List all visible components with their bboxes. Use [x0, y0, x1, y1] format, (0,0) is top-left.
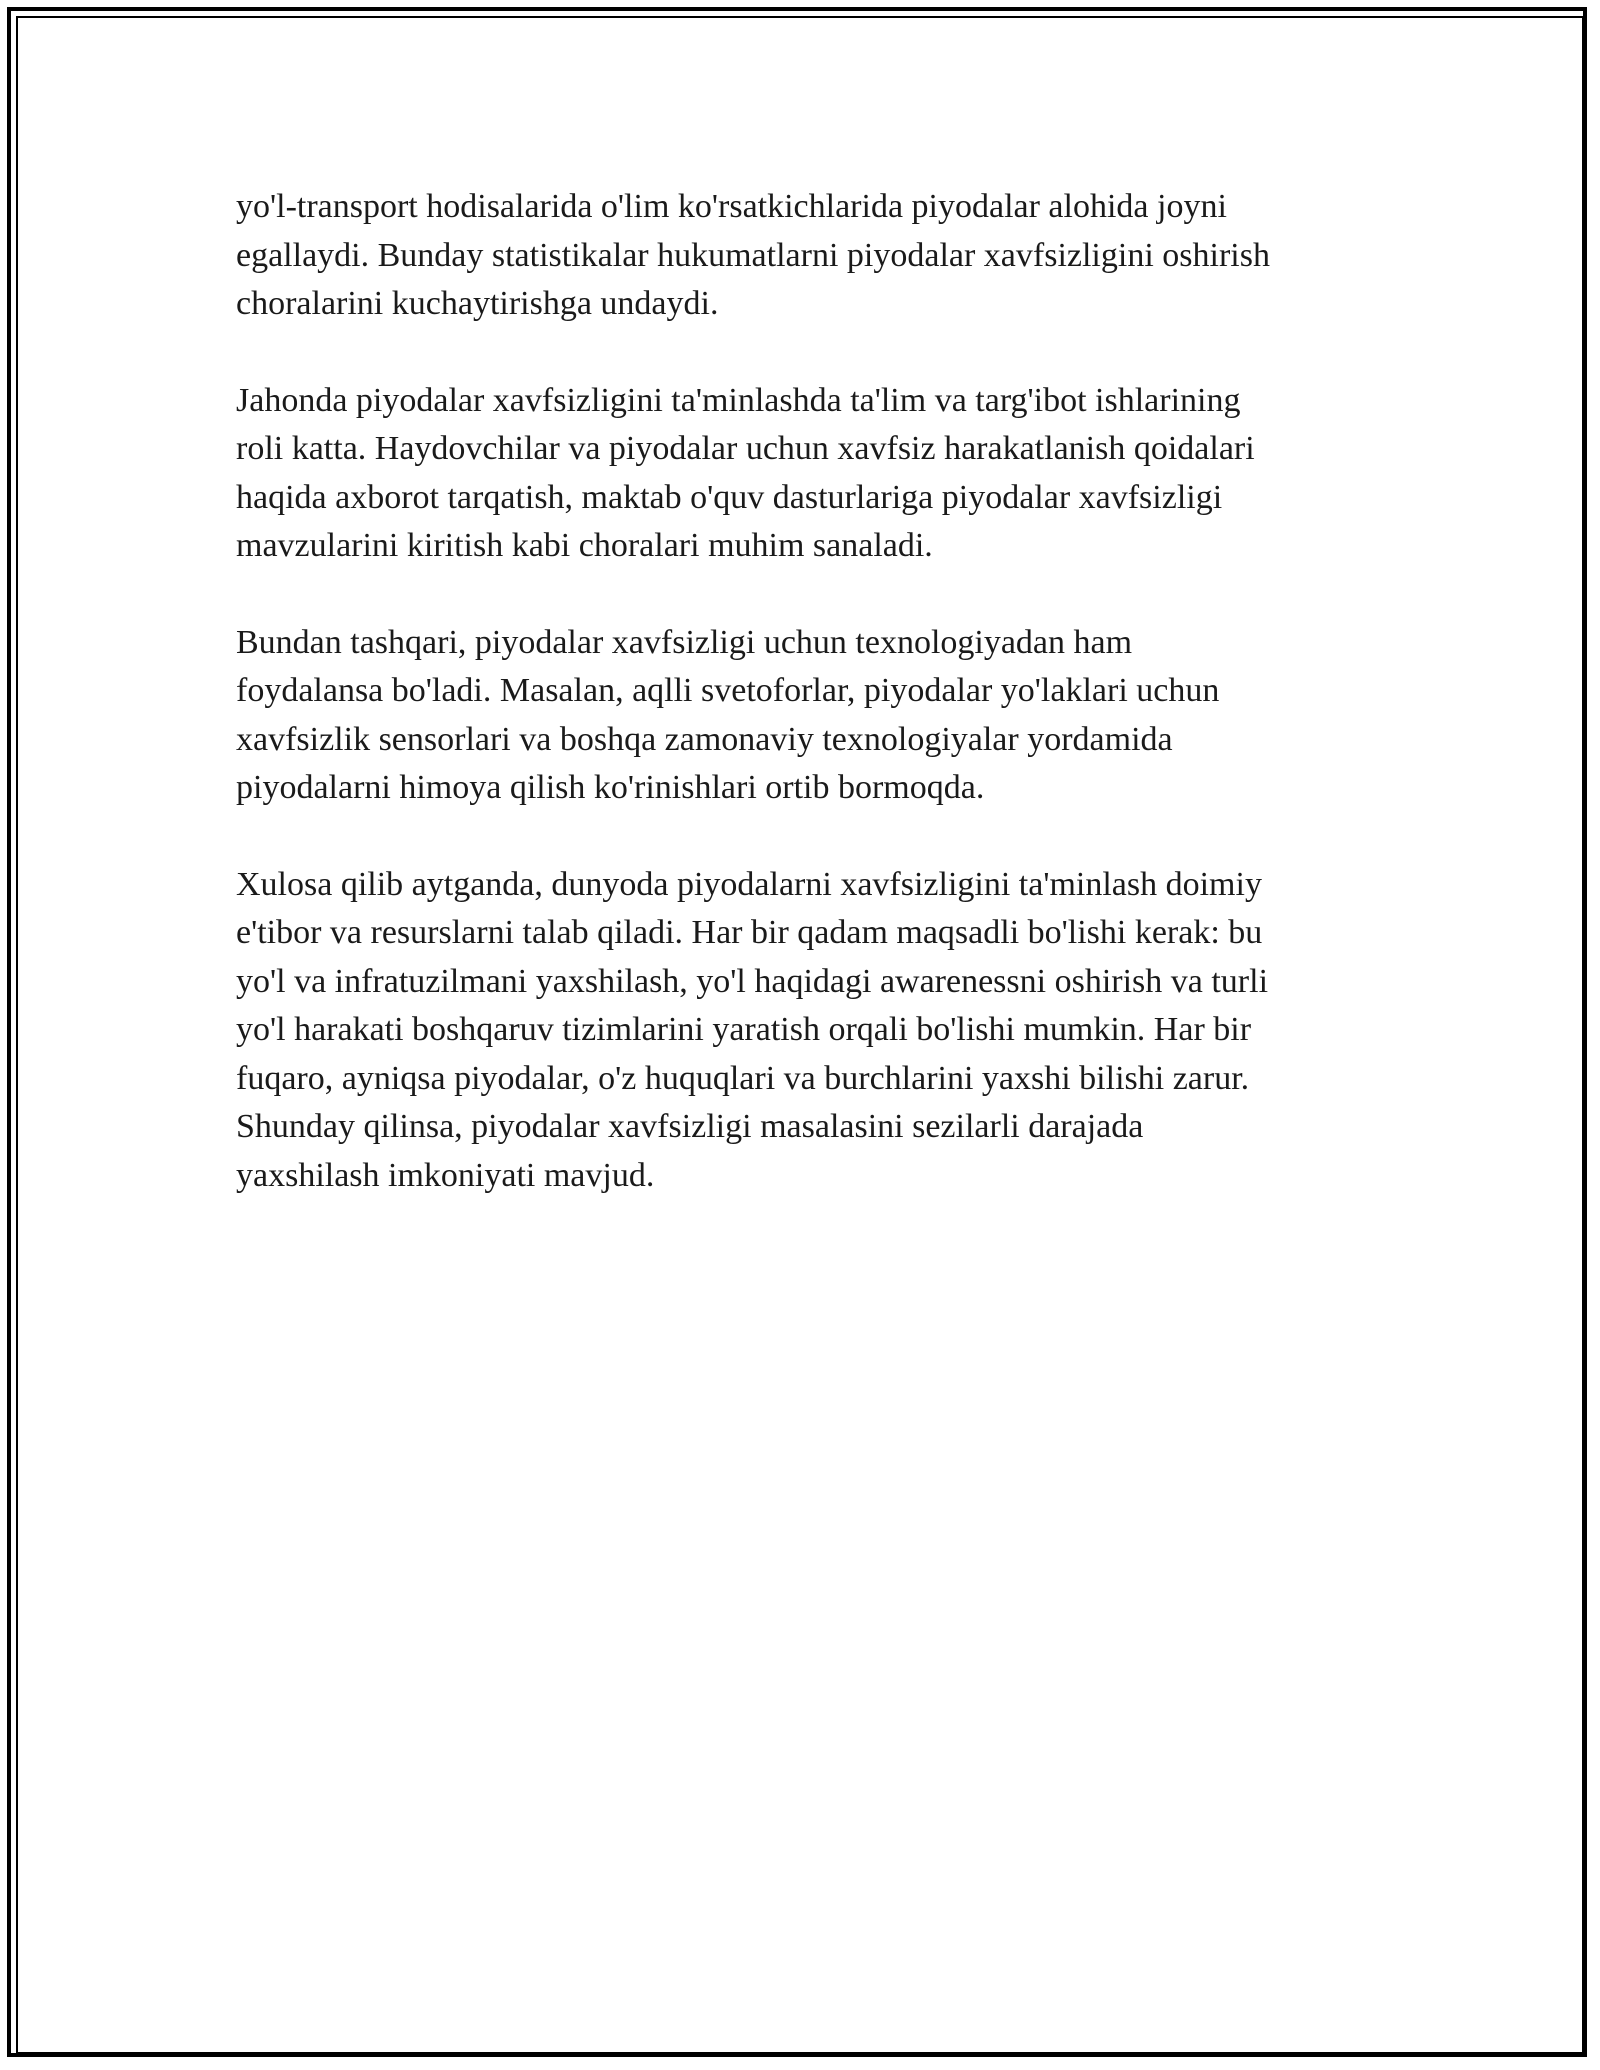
- paragraph-2: Jahonda piyodalar xavfsizligini ta'minlashda ta'lim va targ'ibot ishlarining roli katta. Haydovchilar va piyodalar uchun xavfsiz harakatlanish qoidalari haqida axborot tarqatish, maktab o'quv dasturlariga piyodalar xavfsizligi mavzularini kiritish kabi choralari muhim sanaladi.: [236, 381, 1255, 564]
- paragraph-3: Bundan tashqari, piyodalar xavfsizligi uchun texnologiyadan ham foydalansa bo'ladi. Masalan, aqlli svetoforlar, piyodalar yo'laklari uchun xavfsizlik sensorlari va boshqa zamonaviy texnologiyalar yordamida piyodalarni himoya qilish ko'rinishlari ortib bormoqda.: [236, 623, 1220, 806]
- paragraph-4: Xulosa qilib aytganda, dunyoda piyodalarni xavfsizligini ta'minlash doimiy e'tibor va resurslarni talab qiladi. Har bir qadam maqsadli bo'lishi kerak: bu yo'l va infratuzilmani yaxshilash, yo'l haqidagi awarenessni oshirish va turli yo'l harakati boshqaruv tizimlarini yaratish orqali bo'lishi mumkin. Har bir fuqaro, ayniqsa piyodalar, o'z huquqlari va burchlarini yaxshi bilishi zarur. Shunday qilinsa, piyodalar xavfsizligi masalasini sezilarli darajada yaxshilash imkoniyati mavjud.: [236, 865, 1269, 1194]
- paragraph-1: yo'l-transport hodisalarida o'lim ko'rsatkichlarida piyodalar alohida joyni egallaydi. Bunday statistikalar hukumatlarni piyodalar xavfsizligini oshirish choralarini kuchaytirishga undaydi.: [236, 188, 1270, 322]
- document-body: [236, 183, 1366, 1248]
